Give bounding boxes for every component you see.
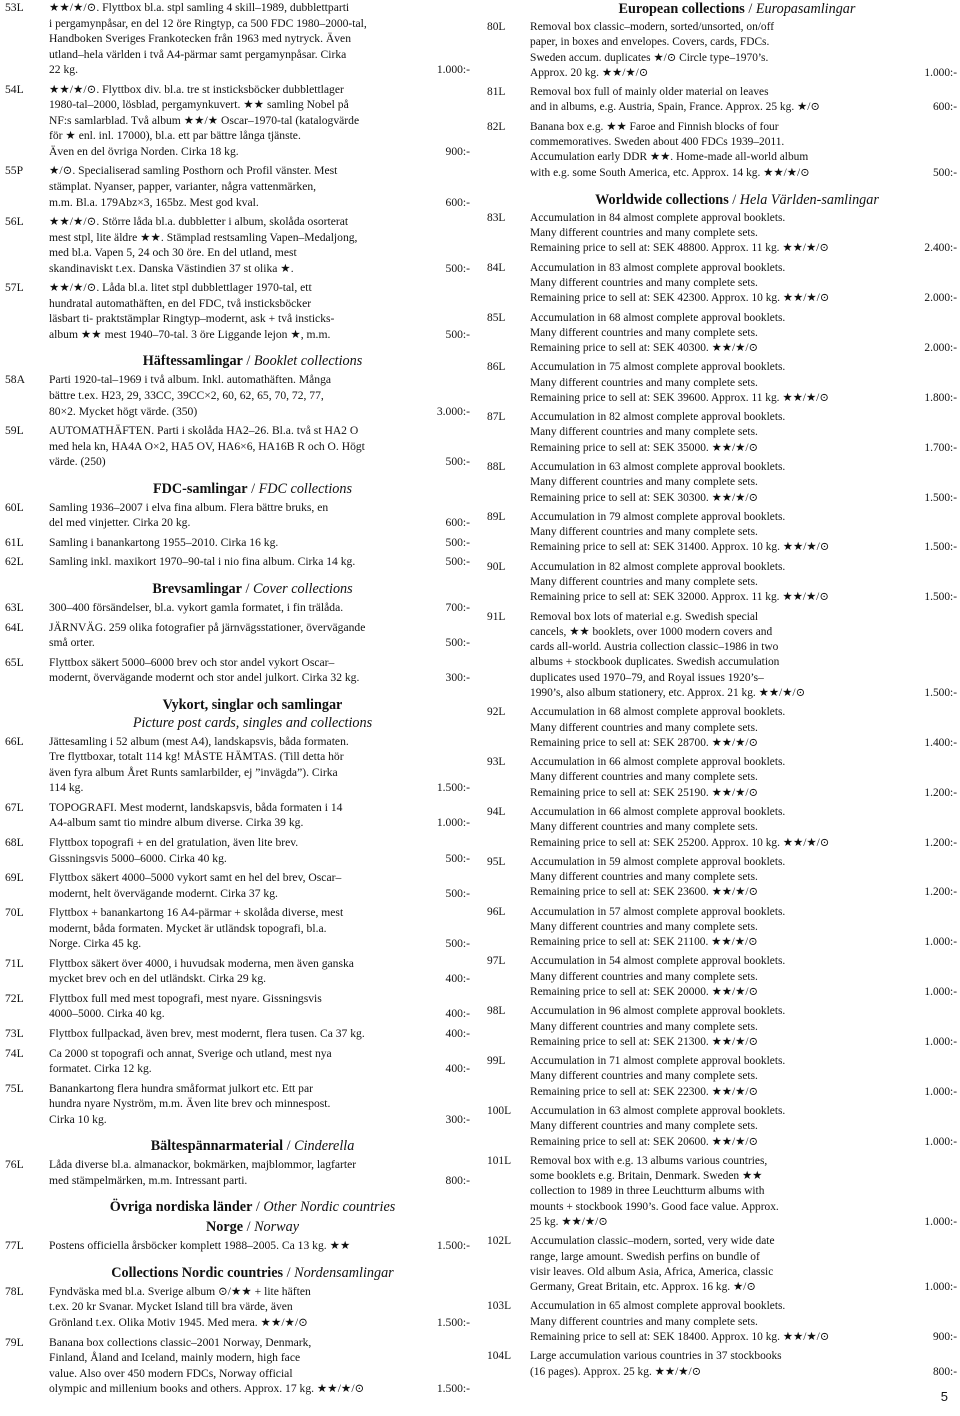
lot-number: 94L — [487, 805, 506, 818]
lot-description: ★★/★/⊙. Större låda bl.a. dubbletter i album, skolåda osorterat mest stpl, lite äldre ★★. Stämplad restsamling Vapen–Medaljong, med bl.a. Vapen 5, 24 och 30 öre. En del utland, mest skandinaviskt t.ex. Danska Västindien 37 st olika ★. — [49, 215, 358, 275]
lot-description: Postens officiella årsböcker komplett 1988–2005. Ca 13 kg. ★★ — [49, 1239, 351, 1253]
lot-number: 60L — [5, 500, 24, 514]
lot-entry — [5, 214, 470, 276]
lot-description: Accumulation classic–modern, sorted, very wide date range, large amount. Swedish perfins on bundle of visir leaves. Old album Asia, Africa, America, classic Germany, Great Britain, etc. Approx. 16 kg. ★/⊙ — [530, 1235, 775, 1294]
lot-description: Flyttbox fullpackad, även brev, mest modernt, flera tusen. Ca 37 kg. — [49, 1026, 365, 1040]
lot-entry — [5, 800, 470, 831]
lot-description: Accumulation in 57 almost complete approval booklets. Many different countries and many complete sets. Remaining price to sell at: SEK 21100. ★★/★/⊙ — [530, 905, 786, 949]
lot-price: 500:- — [445, 555, 470, 569]
lot-description: Accumulation in 75 almost complete approval booklets. Many different countries and many complete sets. Remaining price to sell at: SEK 39600. Approx. 11 kg. ★★/★/⊙ — [530, 361, 829, 404]
lot-price: 500:- — [445, 455, 470, 469]
lot-description: Accumulation in 79 almost complete approval booklets. Many different countries and many complete sets. Remaining price to sell at: SEK 31400. Approx. 10 kg. ★★/★/⊙ — [530, 510, 830, 554]
lot-entry — [5, 500, 470, 531]
lot-price: 1.000:- — [924, 1281, 957, 1294]
lot-description: Flyttbox topografi + en del gratulation, även lite brev. Gissningsvis 5000–6000. Cirka 40 kg. — [49, 835, 299, 865]
lot-price: 500:- — [932, 166, 957, 179]
lot-entry — [5, 1157, 470, 1188]
lot-entry — [5, 1238, 470, 1254]
lot-price: 1.200:- — [924, 786, 957, 799]
lot-price: 1.000:- — [924, 986, 957, 999]
lot-entry — [5, 835, 470, 866]
lot-description: Removal box lots of material e.g. Swedish special cancels, ★★ booklets, over 1000 modern covers and cards all-world. Austria collection classic–1986 in two albums + stockbook duplicates. Swedish accumulation duplicates used 1970–79, and Royal issues 1920’s– 1990’s, also album stationery, etc. Approx. 21 kg. ★★/★/⊙ — [530, 610, 806, 699]
lot-description: Accumulation in 63 almost complete approval booklets. Many different countries and many complete sets. Remaining price to sell at: SEK 30300. ★★/★/⊙ — [530, 461, 786, 504]
lot-description: Accumulation in 68 almost complete approval booklets. Many different countries and many complete sets. Remaining price to sell at: SEK 28700. ★★/★/⊙ — [530, 706, 786, 749]
lot-description: Accumulation in 59 almost complete approval booklets. Many different countries and many complete sets. Remaining price to sell at: SEK 23600. ★★/★/⊙ — [530, 855, 786, 899]
lot-price: 2.000:- — [924, 342, 957, 355]
lot-entry — [487, 855, 957, 901]
section-heading-english: Cover collections — [252, 580, 353, 597]
lot-number: 58A — [5, 373, 25, 387]
lot-entry — [5, 1081, 470, 1128]
lot-entry — [5, 655, 470, 686]
lot-entry — [5, 620, 470, 651]
lot-description: Accumulation in 65 almost complete approval booklets. Many different countries and many complete sets. Remaining price to sell at: SEK 18400. Approx. 10 kg. ★★/★/⊙ — [530, 1300, 830, 1343]
lot-price: 500:- — [445, 851, 470, 865]
lot-price: 1.500:- — [924, 541, 957, 554]
lot-number: 53L — [5, 1, 24, 14]
section-heading-english: Norway — [254, 1219, 299, 1236]
lot-number: 101L — [487, 1154, 512, 1167]
lot-description: Accumulation in 83 almost complete approval booklets. Many different countries and many complete sets. Remaining price to sell at: SEK 42300. Approx. 10 kg. ★★/★/⊙ — [530, 261, 830, 305]
lot-number: 55P — [5, 164, 24, 178]
section-heading-swedish: Övriga nordiska länder — [109, 1199, 253, 1216]
lot-price: 1.500:- — [436, 1382, 470, 1396]
lot-description: Banana box collections classic–2001 Norway, Denmark, Finland, Åland and Iceland, mainly modern, high face value. Also over 450 modern FDCs, Norway official olympic and millenium books and others. Approx. 17 kg. ★★/★/⊙ — [49, 1335, 365, 1396]
lot-price: 500:- — [445, 261, 470, 275]
lot-number: 70L — [5, 906, 24, 920]
lot-price: 500:- — [445, 535, 470, 549]
lot-description: TOPOGRAFI. Mest modernt, landskapsvis, båda formaten i 14 A4-album samt tio mindre album diverse. Cirka 39 kg. — [49, 800, 343, 830]
section-heading: Worldwide collections / Hela Världen-samlingar — [595, 191, 879, 208]
lot-entry — [487, 510, 957, 556]
lot-entry — [5, 0, 470, 78]
lot-number: 93L — [487, 756, 506, 769]
lot-entry — [487, 610, 957, 702]
lot-description: AUTOMATHÄFTEN. Parti i skolåda HA2–26. Bl.a. två st HA2 O med hela kn, HA4A O×2, HA5 OV, HA6×6, HA16B R och O. Högt värde. (250) — [49, 424, 365, 469]
lot-entry — [487, 1349, 957, 1380]
lot-price: 500:- — [445, 886, 470, 900]
lot-number: 73L — [5, 1026, 24, 1040]
lot-number: 89L — [487, 510, 506, 523]
section-heading-english: Hela Världen-samlingar — [739, 191, 879, 208]
section-heading: Bältespännarmaterial / Cinderella — [150, 1138, 355, 1155]
lot-entry — [487, 805, 957, 851]
lot-description: Accumulation in 84 almost complete approval booklets. Many different countries and many complete sets. Remaining price to sell at: SEK 48800. Approx. 11 kg. ★★/★/⊙ — [530, 211, 829, 255]
lot-price: 500:- — [445, 937, 470, 951]
lot-price: 1.500:- — [436, 1316, 470, 1329]
lot-description: Samling inkl. maxikort 1970–90-tal i nio fina album. Cirka 14 kg. — [49, 555, 356, 569]
lot-price: 500:- — [445, 327, 470, 341]
lot-entry — [487, 560, 957, 606]
lot-number: 65L — [5, 655, 24, 669]
lot-description: Accumulation in 82 almost complete approval booklets. Many different countries and many complete sets. Remaining price to sell at: SEK 32000. Approx. 11 kg. ★★/★/⊙ — [530, 560, 829, 604]
lot-entry — [487, 120, 957, 181]
lot-description: ★/⊙. Specialiserad samling Posthorn och Profil vänster. Mest stämplat. Nyanser, papper, varianter, några vattenmärken, m.m. Bl.a. 179Abz×3, 165bz. Mest god kval. — [49, 164, 338, 209]
lot-number: 90L — [487, 560, 506, 573]
lot-price: 1.000:- — [924, 66, 957, 79]
lot-entry — [487, 1054, 957, 1100]
lot-number: 80L — [487, 21, 506, 33]
section-heading-swedish: Häftessamlingar — [142, 353, 243, 370]
lot-number: 59L — [5, 424, 24, 438]
lot-price: 400:- — [445, 1026, 470, 1040]
lot-entry — [5, 734, 470, 796]
lot-entry — [487, 954, 957, 1000]
lot-price: 1.200:- — [924, 836, 957, 849]
lot-number: 84L — [487, 261, 506, 274]
section-heading: European collections / Europasamlingar — [618, 1, 856, 17]
lot-number: 86L — [487, 361, 506, 374]
lot-entry — [487, 410, 957, 456]
lot-number: 100L — [487, 1105, 512, 1117]
lot-number: 96L — [487, 905, 506, 918]
lot-number: 87L — [487, 411, 506, 424]
lot-price: 1.000:- — [436, 63, 470, 77]
lot-price: 1.200:- — [924, 886, 957, 899]
lot-number: 99L — [487, 1055, 506, 1068]
lot-number: 83L — [487, 211, 506, 224]
lot-price: 1.500:- — [436, 1239, 470, 1253]
section-heading-english: Other Nordic countries — [263, 1199, 396, 1216]
lot-entry — [5, 1284, 470, 1331]
lot-number: 77L — [5, 1239, 24, 1253]
lot-price: 1.500:- — [924, 591, 957, 604]
section-heading-english: Nordensamlingar — [294, 1264, 394, 1281]
lot-price: 1.800:- — [924, 391, 957, 404]
lot-entry — [487, 1104, 957, 1150]
section-subheading: Picture post cards, singles and collections — [132, 714, 373, 731]
lot-entry — [5, 423, 470, 470]
lot-price: 1.400:- — [924, 736, 957, 749]
lot-price: 800:- — [445, 1173, 470, 1187]
lot-entry — [487, 20, 957, 81]
lot-price: 700:- — [445, 600, 470, 614]
lot-number: 104L — [487, 1350, 512, 1363]
lot-number: 88L — [487, 461, 506, 474]
lot-description: Samling 1936–2007 i elva fina album. Flera bättre bruks, en del med vinjetter. Cirka 20 kg. — [49, 500, 329, 530]
lot-entry — [487, 85, 957, 116]
lot-description: Accumulation in 66 almost complete approval booklets. Many different countries and many complete sets. Remaining price to sell at: SEK 25190. ★★/★/⊙ — [530, 756, 786, 799]
lot-number: 68L — [5, 835, 24, 849]
lot-price: 1.000:- — [436, 816, 470, 830]
lot-price: 300:- — [445, 1112, 470, 1126]
lot-entry — [487, 905, 957, 951]
section-heading-english: FDC collections — [258, 480, 352, 497]
lot-price: 1.500:- — [436, 781, 470, 795]
lot-entry — [5, 1335, 470, 1397]
section-heading: Brevsamlingar / Cover collections — [152, 580, 353, 597]
lot-price: 300:- — [445, 671, 470, 685]
lot-price: 1.000:- — [924, 936, 957, 949]
lot-number: 63L — [5, 600, 24, 614]
lot-number: 95L — [487, 855, 506, 868]
lot-description: Ca 2000 st topografi och annat, Sverige och utland, mest nya formatet. Cirka 12 kg. — [49, 1046, 332, 1076]
lot-description: Flyttbox säkert 5000–6000 brev och stor andel vykort Oscar– modernt, övervägande modernt och stor andel julkort. Cirka 32 kg. — [49, 655, 360, 685]
lot-entry — [487, 360, 957, 406]
lot-price: 2.400:- — [924, 242, 957, 255]
lot-entry — [487, 1154, 957, 1230]
lot-entry — [487, 1299, 957, 1345]
page-number: 5 — [940, 1389, 948, 1405]
lot-price: 800:- — [932, 1365, 957, 1378]
lot-number: 62L — [5, 555, 24, 569]
section-heading-swedish: Vykort, singlar och samlingar — [162, 696, 343, 713]
lot-price: 1.700:- — [924, 441, 957, 454]
lot-entry — [5, 956, 470, 987]
section-heading — [5, 696, 470, 714]
section-heading-swedish: Collections Nordic countries — [111, 1264, 284, 1281]
lot-description: Samling i banankartong 1955–2010. Cirka 16 kg. — [49, 535, 279, 549]
section-heading-swedish: Brevsamlingar — [152, 580, 242, 597]
lot-description: Large accumulation various countries in 37 stockbooks (16 pages). Approx. 25 kg. ★★/★/⊙ — [530, 1350, 782, 1378]
lot-description: Flyttbox full med mest topografi, mest nyare. Gissningsvis 4000–5000. Cirka 40 kg. — [49, 991, 322, 1021]
lot-description: Jättesamling i 52 album (mest A4), landskapsvis, båda formaten. Tre flyttboxar, totalt 114 kg! MÅSTE HÄMTAS. (Till detta hör även fyra album Året Runts samlarbilder, ej ”invägda”). Cirka 114 kg. — [49, 734, 349, 795]
lot-price: 1.000:- — [924, 1215, 957, 1228]
lot-entry — [487, 211, 957, 257]
lot-description: Accumulation in 63 almost complete approval booklets. Many different countries and many complete sets. Remaining price to sell at: SEK 20600. ★★/★/⊙ — [530, 1105, 786, 1148]
lot-description: Accumulation in 82 almost complete approval booklets. Many different countries and many complete sets. Remaining price to sell at: SEK 35000. ★★/★/⊙ — [530, 411, 786, 454]
lot-number: 71L — [5, 956, 24, 970]
lot-number: 76L — [5, 1158, 24, 1172]
lot-description: Accumulation in 66 almost complete approval booklets. Many different countries and many complete sets. Remaining price to sell at: SEK 25200. Approx. 10 kg. ★★/★/⊙ — [530, 805, 830, 849]
lot-description: Flyttbox säkert 4000–5000 vykort samt en hel del brev, Oscar– modernt, helt övervägande modernt. Cirka 37 kg. — [49, 871, 342, 900]
lot-number: 69L — [5, 871, 24, 885]
lot-number: 66L — [5, 734, 24, 748]
lot-description: Removal box classic–modern, sorted/unsorted, on/off paper, in boxes and envelopes. Covers, cards, FDCs. Sweden accum. duplicates ★/⊙ Circle type–1970’s. Approx. 20 kg. ★★/★/⊙ — [530, 21, 775, 79]
lot-entry — [487, 1234, 957, 1295]
lot-description: Fyndväska med bl.a. Sverige album ⊙/★★ + lite häften t.ex. 20 kr Svanar. Mycket Island till bra värde, även Grönland t.ex. Olika Motiv 1945. Med mera. ★★/★/⊙ — [49, 1284, 311, 1329]
lot-description: JÄRNVÄG. 259 olika fotografier på järnvägsstationer, övervägande små orter. — [49, 620, 366, 650]
lot-number: 91L — [487, 610, 506, 623]
lot-description: ★★/★/⊙. Låda bl.a. litet stpl dubblettlager 1970-tal, ett hundratal automathäften, en del FDC, två insticksböcker läsbart ti- praktstämplar Ringtyp–modernt, ask + två insticks- album ★★ mest 1940–70-tal. 3 öre Liggande lejon ★, m.m. — [49, 281, 335, 341]
lot-description: Removal box full of mainly older material on leaves and in albums, e.g. Austria, Spain, France. Approx. 25 kg. ★/⊙ — [530, 86, 820, 114]
lot-entry — [5, 870, 470, 901]
lot-price: 400:- — [445, 1062, 470, 1076]
lot-entry — [5, 1046, 470, 1077]
lot-price: 3.000:- — [436, 404, 470, 418]
lot-price: 400:- — [445, 1007, 470, 1021]
section-heading: FDC-samlingar / FDC collections — [152, 480, 352, 497]
lot-description: Banana box e.g. ★★ Faroe and Finnish blocks of four commemoratives. Sweden about 400 FDCs 1939–2011. Accumulation early DDR ★★. Home-made all-world album with e.g. some South America, etc. Approx. 14 kg. ★★/★/⊙ — [530, 120, 810, 179]
lot-price: 2.000:- — [924, 292, 957, 305]
lot-description: Banankartong flera hundra småformat julkort etc. Ett par hundra nyare Nyström, m.m. Även lite brev och minnespost. Cirka 10 kg. — [49, 1081, 331, 1126]
lot-entry — [5, 280, 470, 342]
lot-entry — [487, 460, 957, 506]
lot-price: 600:- — [445, 195, 470, 209]
section-heading-swedish: FDC-samlingar — [152, 480, 248, 497]
lot-entry — [5, 535, 470, 551]
lot-number: 72L — [5, 991, 24, 1005]
section-heading-english: Europasamlingar — [755, 1, 856, 17]
lot-price: 400:- — [445, 972, 470, 986]
section-heading-english: Booklet collections — [253, 353, 363, 370]
lot-number: 54L — [5, 82, 24, 96]
lot-entry — [5, 82, 470, 160]
lot-description: Accumulation in 71 almost complete approval booklets. Many different countries and many complete sets. Remaining price to sell at: SEK 22300. ★★/★/⊙ — [530, 1055, 786, 1098]
lot-entry — [487, 755, 957, 801]
lot-number: 81L — [487, 86, 506, 99]
lot-description: Låda diverse bl.a. almanackor, bokmärken, majblommor, lagfarter med stämpelmärken, m.m. Intressant parti. — [49, 1158, 357, 1187]
lot-entry — [487, 1004, 957, 1050]
lot-price: 1.000:- — [924, 1085, 957, 1098]
lot-number: 75L — [5, 1081, 24, 1095]
left-column — [5, 0, 470, 1397]
lot-number: 98L — [487, 1005, 506, 1018]
lot-description: Removal box with e.g. 13 albums various countries, some booklets e.g. Britain, Denmark. Sweden ★★ collection to 1989 in three Leuchtturm albums with mounts + stockbook 1990’s. Good face value. Approx. 25 kg. ★★/★/⊙ — [530, 1154, 779, 1228]
lot-price: 1.500:- — [924, 686, 957, 699]
lot-entry — [487, 705, 957, 751]
lot-price: 900:- — [445, 144, 470, 158]
lot-description: Accumulation in 68 almost complete approval booklets. Many different countries and many complete sets. Remaining price to sell at: SEK 40300. ★★/★/⊙ — [530, 311, 786, 355]
lot-number: 85L — [487, 311, 506, 324]
section-heading-swedish: Norge — [205, 1219, 244, 1236]
section-heading: Collections Nordic countries / Nordensamlingar — [111, 1264, 394, 1281]
section-heading-swedish: European collections — [618, 1, 745, 17]
lot-description: 300–400 försändelser, bl.a. vykort gamla formatet, i fin trälåda. — [49, 600, 344, 614]
lot-description: Parti 1920-tal–1969 i två album. Inkl. automathäften. Många bättre t.ex. H23, 29, 33CC, 39CC×2, 60, 62, 65, 70, 72, 77, 80×2. Mycket högt värde. (350) — [49, 373, 332, 418]
lot-number: 56L — [5, 215, 24, 229]
lot-entry — [5, 991, 470, 1022]
section-heading: Övriga nordiska länder / Other Nordic countries — [109, 1199, 396, 1216]
section-heading-swedish: Worldwide collections — [595, 191, 729, 208]
lot-price: 1.000:- — [924, 1035, 957, 1048]
section-heading: Häftessamlingar / Booklet collections — [142, 353, 363, 370]
lot-price: 500:- — [445, 636, 470, 650]
lot-entry — [5, 372, 470, 419]
section-heading-english: Cinderella — [294, 1138, 355, 1155]
lot-number: 82L — [487, 120, 506, 133]
section-heading-swedish: Bältespännarmaterial — [150, 1138, 284, 1155]
lot-entry — [487, 311, 957, 357]
lot-number: 102L — [487, 1235, 512, 1248]
lot-price: 600:- — [932, 101, 957, 114]
lot-number: 92L — [487, 706, 506, 719]
lot-number: 103L — [487, 1300, 512, 1313]
lot-number: 57L — [5, 281, 24, 295]
lot-number: 74L — [5, 1046, 24, 1060]
lot-entry — [5, 905, 470, 952]
lot-description: Flyttbox säkert över 4000, i huvudsak moderna, men även ganska mycket brev och en del utländskt. Cirka 29 kg. — [49, 956, 354, 986]
lot-price: 900:- — [932, 1330, 957, 1343]
lot-number: 97L — [487, 955, 506, 968]
lot-description: ★★/★/⊙. Flyttbox bl.a. stpl samling 4 skill–1989, dubblettparti i pergamynpåsar, en del 12 öre Ringtyp, ca 500 FDC 1980–2000-tal, Handboken Sveriges Frankotecken från 1963 med nytryck. Även utland–hela världen i två A4-pärmar samt pergamynpåsar. Cirka 22 kg. — [49, 1, 367, 77]
lot-price: 1.500:- — [924, 491, 957, 504]
lot-entry — [487, 261, 957, 307]
lot-description: ★★/★/⊙. Flyttbox div. bl.a. tre st insticksböcker dubblettlager 1980-tal–2000, lösblad, pergamynkuvert. ★★ samling Nobel på NF:s samlarblad. Två album ★★/★ Oscar–1970-tal (katalogvärde för ★ enl. inl. 17000), bl.a. ett par bättre långa tjänste. Även en del övriga Norden. Cirka 18 kg. — [49, 82, 360, 158]
lot-number: 79L — [5, 1335, 24, 1349]
section-heading: Norge / Norway — [205, 1219, 299, 1236]
lot-description: Flyttbox + banankartong 16 A4-pärmar + skolåda diverse, mest modernt, båda formaten. Mycket är utländsk topografi, bl.a. Norge. Cirka 45 kg. — [49, 906, 344, 951]
lot-entry — [5, 600, 470, 616]
lot-price: 600:- — [445, 516, 470, 530]
right-column — [487, 0, 957, 1380]
lot-description: Accumulation in 96 almost complete approval booklets. Many different countries and many complete sets. Remaining price to sell at: SEK 21300. ★★/★/⊙ — [530, 1005, 786, 1048]
lot-price: 1.000:- — [924, 1135, 957, 1148]
lot-number: 78L — [5, 1284, 24, 1298]
lot-description: Accumulation in 54 almost complete approval booklets. Many different countries and many complete sets. Remaining price to sell at: SEK 20000. ★★/★/⊙ — [530, 955, 786, 999]
lot-number: 64L — [5, 620, 24, 634]
lot-entry — [5, 1026, 470, 1042]
lot-entry — [5, 163, 470, 210]
lot-entry — [5, 554, 470, 570]
lot-number: 61L — [5, 535, 24, 549]
lot-number: 67L — [5, 800, 24, 814]
